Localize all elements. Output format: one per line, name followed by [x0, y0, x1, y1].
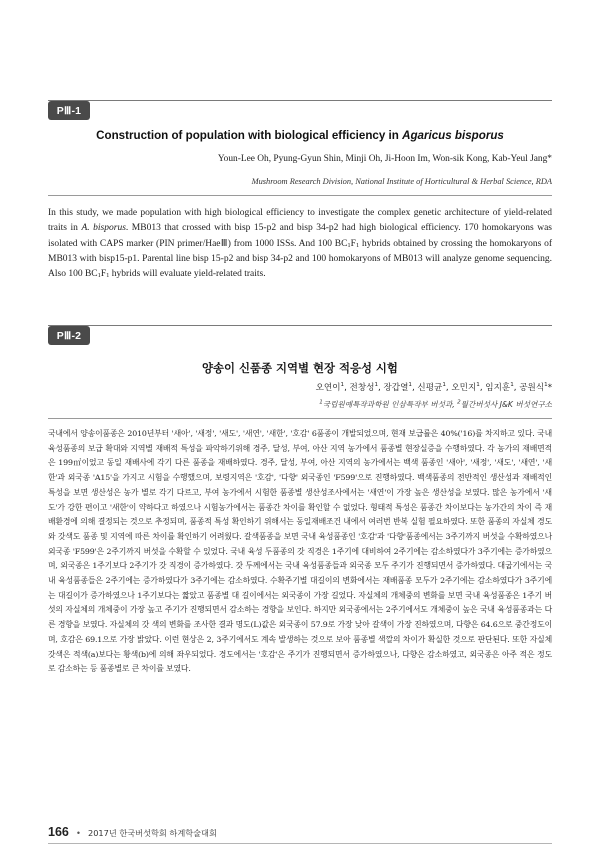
section2-top-rule [48, 325, 552, 326]
page-footer [48, 825, 217, 839]
section1-title: Construction of population with biological efficiency in Agaricus bisporus [96, 129, 504, 142]
section1-abstract: In this study, we made population with high biological efficiency to investigate the complex genetic architecture of yield-related traits in A. bisporus. MB013 that crossed with bisp 15-p2 and bisp 34-p2 had high biological efficiency. 170 homokaryons was isolated with CAPS marker (PIN primer/HaeⅢ) from 1000 ISSs. And 100 $BC_1F_1$ hybrids obtained by crossing the homokaryons of MB013 with bisp15-p1. Parental line bisp 15-p2 and bisp 34-p2 and 100 homokaryons of MB013 will analyze genome sequencing. Also 100 $BC_1F_1$ hybrids will evaluate yield-related traits. [48, 208, 552, 280]
section2-divider [48, 418, 552, 419]
conference-name: 2017년 한국버섯학회 하계학술대회 [88, 828, 217, 838]
footer-rule [48, 843, 552, 844]
section2-abstract: 국내에서 양송이품종은 2010년부터 '새아', '새정', '새도', '새연', '새한', '호감' 6품종이 개발되었으며, 현재 보급률은 40%('16)를 차지하고 있다. 국내 육성품종의 보급 확대와 지역별 재배적 특성을 파악하기위해 경주, 달성, 부여, 아산 지역 농가에서 품종별 현장실증을 수행하였다. 각 농가의 재배면적은 199㎡이었고 동일 재배사에 각기 다른 품종을 재배하였다. 경주, 달성, 부여, 아산 지역의 농가에서는 백색 품종인 '새아', '새정', '새도', '새연', '새한'과 외국종 'A15'을 가지고 시험을 수행했으며, 보령지역은 '호감', '다향' 외국종인 'F599'으로 진행하였다. 백색품종의 전반적인 생산성과 재배적인 특성을 보면 생산성은 농가 별로 각기 다르고, 부여 농가에서 시험한 품종별 생산성조사에서는 '새연'이 가장 높은 생산성을 보였다. 많은 농가에서 '새도'가 강한 편이고 '새한'이 약하다고 하였으나 시험농가에서는 품종간 차이를 확인할 수 없었다. 형태적 특성은 품종간 차이보다는 농가간의 차이 즉 재배환경에 의해 결정되는 것으로 추정되며, 품종적 특성 확인하기 위해서는 동일재배조건 내에서 여러번 반복 실험 필요하였다. 또한 품종의 자실체 경도와 갓색도 품종 및 지역에 따른 차이를 확인하기 어려웠다. 갈색품종을 보면 국내 육성품종인 '호감'과 '다향'품종에서는 3주기까지 버섯을 수확하였으나 외국종 'F599'은 2주기까지 버섯을 수확할 수 있었다. 국내 육성 두품종의 갓 직경은 1주기에 대비하여 2주기에는 감소하였다가 3주기에는 증가하였으며, 외국종은 1주기보다 2주기가 갓 직경이 증가하였다. 갓 두께에서는 국내 육성품종들과 외국종 모두 주기가 진행되면서 증가하였다. 대굽기에서는 국내 육성품종들은 2주기에는 증가하였다가 3주기에는 감소하였다. 수확주기별 대길이의 변화에서는 재배품종 모두가 2주기에는 감소하였다가 3주기에는 대길이가 증가하였으나 1주기보다는 짧았고 품종별 대 길이에서는 외국종이 가장 길었다. 자실체의 개체중의 변화를 보면 국내 육성품종은 1주기 버섯의 자실체의 개체중이 가장 높고 주기가 진행되면서 감소하는 경향을 보인다. 하지만 외국종에서는 2주기에서도 개체중이 높은 국내 육성품종과는 다른 경향을 보였다. 자실체의 갓 색의 변화를 조사한 결과 명도(L)값은 외국종이 57.9로 가장 낮아 갈색이 가장 진하였으며, 다향은 64.6으로 중간정도이며, 호감은 69.1으로 가장 밝았다. 이런 현상은 2, 3주기에서도 계속 발생하는 것으로 보아 품종별 색깔의 차이가 확실한 것으로 판단된다. 또한 자실체 갓색은 적색(a)보다는 황색(b)에 의해 좌우되었다. 경도에서는 '호감'은 주기가 진행되면서 증가하였으나, 다향은 감소하였고, 외국종은 아주 적은 정도로 감소하는 등 품종별로 큰 차이를 보였다. [48, 429, 552, 674]
section2-tag: PⅢ-2 [48, 326, 90, 345]
section2-title: 양송이 신품종 지역별 현장 적응성 시험 [202, 361, 398, 375]
section1-divider [48, 195, 552, 196]
section2-authors: 오연이$^1$, 전창성$^1$, 장갑열$^1$, 신평균$^1$, 오민지$^1$, 임지훈$^1$, 공원식$^1$* [315, 382, 552, 393]
section1-affiliation: Mushroom Research Division, National Institute of Horticultural & Herbal Science, RDA [251, 177, 552, 186]
section1-tag: PⅢ-1 [48, 101, 90, 120]
section1-authors: Youn-Lee Oh, Pyung-Gyun Shin, Minji Oh, Ji-Hoon Im, Won-sik Kong, Kab-Yeul Jang* [217, 154, 552, 164]
page-number: 166 [48, 825, 69, 839]
section1-top-rule [48, 100, 552, 101]
section2-affiliation: $^1$국립원예특작과학원 인삼특작부 버섯과, $^2$월간버섯사 J&K 버섯연구소 [319, 399, 552, 409]
footer-bullet: • [76, 828, 81, 838]
